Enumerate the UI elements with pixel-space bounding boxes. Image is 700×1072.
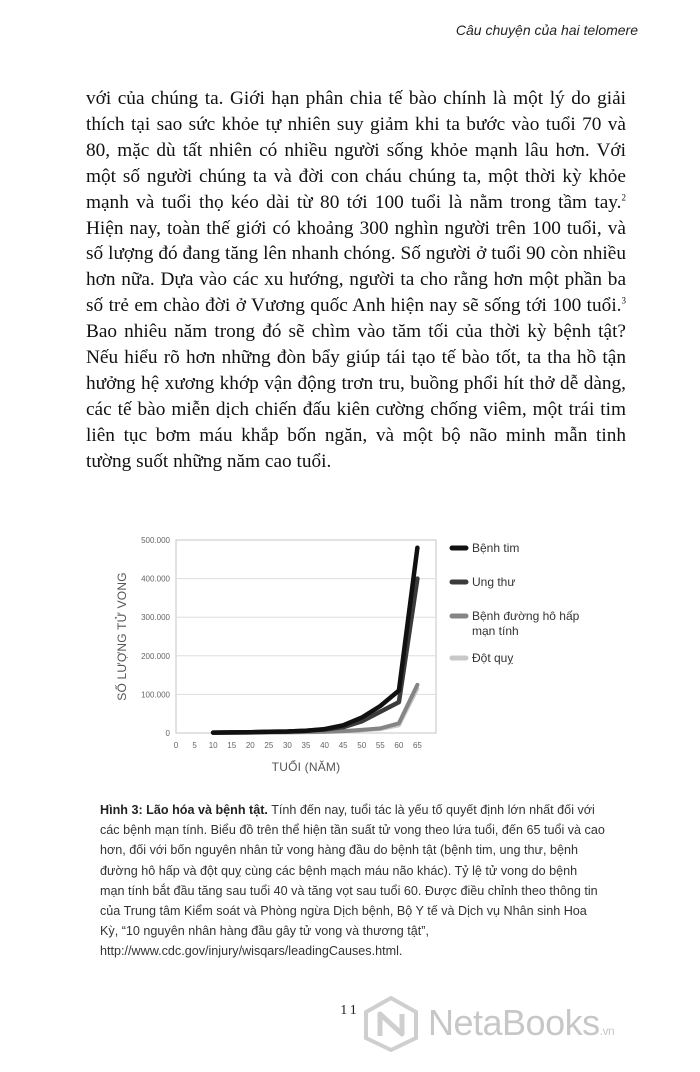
- netabooks-watermark: [362, 996, 692, 1052]
- page-number: 11: [340, 1003, 360, 1018]
- x-axis-title: TUỔI (NĂM): [271, 760, 341, 774]
- y-tick-label: 500.000: [141, 536, 170, 545]
- footnote-ref-2[interactable]: 2: [621, 192, 626, 203]
- y-tick-label: 400.000: [141, 574, 170, 584]
- x-tick-label: 5: [192, 741, 197, 750]
- footnote-ref-3[interactable]: 3: [621, 295, 626, 306]
- y-axis-title: SỐ LƯỢNG TỬ VONG: [115, 572, 129, 701]
- legend-label: Ung thư: [472, 575, 516, 589]
- watermark-text: [428, 1002, 614, 1044]
- x-tick-label: 60: [394, 741, 404, 750]
- x-tick-label: 25: [264, 741, 274, 750]
- deaths-by-age-chart: [100, 528, 620, 778]
- x-tick-label: 30: [282, 741, 292, 750]
- y-tick-label: 100.000: [141, 690, 170, 700]
- body-text-part-2: Hiện nay, toàn thế giới có khoảng 300 nghìn người trên 100 tuổi, và số lượng đó đang tăng lên nhanh chóng. Số người ở tuổi 90 còn nhiều hơn nữa. Dựa vào các xu hướng, người ta cho rằng hơn một phần ba số trẻ em chào đời ở Vương quốc Anh hiện nay sẽ sống tới 100 tuổi.: [86, 217, 626, 317]
- legend-label: Bệnh đường hô hấp: [472, 609, 580, 623]
- y-tick-label: 0: [165, 729, 170, 738]
- x-tick-label: 40: [320, 741, 330, 750]
- x-tick-label: 45: [338, 741, 348, 750]
- body-paragraph: [86, 86, 626, 475]
- body-text-part-3: Bao nhiêu năm trong đó sẽ chìm vào tăm tối của thời kỳ bệnh tật? Nếu hiểu rõ hơn những đòn bẩy giúp tái tạo tế bào tốt, ta tha hồ tận hưởng hệ xương khớp vận động trơn tru, buồng phổi hít thở dễ dàng, các tế bào miễn dịch chiến đấu kiên cường chống viêm, một trái tim liên tục bơm máu khắp bốn ngăn, và một bộ não minh mẫn tinh tường suốt những năm cao tuổi.: [86, 321, 626, 472]
- netabooks-logo-icon: [362, 996, 420, 1052]
- figure-caption: [100, 800, 605, 962]
- x-tick-label: 20: [245, 741, 255, 750]
- legend-label: Đột quỵ: [472, 651, 514, 665]
- watermark-brand: NetaBooks: [428, 1002, 600, 1043]
- x-tick-label: 65: [412, 741, 422, 750]
- y-tick-label: 200.000: [141, 651, 170, 661]
- watermark-suffix: .vn: [599, 1024, 615, 1038]
- figure-chart: [100, 528, 620, 778]
- y-tick-label: 300.000: [141, 613, 170, 623]
- legend-label: Bệnh tim: [472, 541, 520, 555]
- x-tick-label: 55: [375, 741, 385, 750]
- x-tick-label: 50: [357, 741, 367, 750]
- running-header: Câu chuyện của hai telomere: [455, 22, 638, 38]
- x-tick-label: 0: [173, 741, 179, 750]
- legend-label: mạn tính: [472, 624, 519, 638]
- caption-text: Tính đến nay, tuổi tác là yếu tố quyết định lớn nhất đối với các bệnh mạn tính. Biểu đồ trên thể hiện tần suất tử vong theo lứa tuổi, đến 65 tuổi và cao hơn, đối với bốn nguyên nhân tử vong hàng đầu do bệnh tật (bệnh tim, ung thư, bệnh đường hô hấp và đột quỵ cùng các bệnh mạch máu não khác). Tỷ lệ tử vong do bệnh mạn tính bắt đầu tăng sau tuổi 40 và tăng vọt sau tuổi 60. Được điều chỉnh theo thông tin của Trung tâm Kiểm soát và Phòng ngừa Dịch bệnh, Bộ Y tế và Dịch vụ Nhân sinh Hoa Kỳ, “10 nguyên nhân hàng đầu gây tử vong và thương tật”, http://www.cdc.gov/injury/wisqars/leadingCauses.html.: [100, 803, 605, 959]
- x-tick-label: 15: [227, 741, 237, 750]
- caption-label: Hình 3: Lão hóa và bệnh tật.: [100, 803, 268, 817]
- x-tick-label: 10: [208, 741, 218, 750]
- chart-legend: [452, 541, 580, 665]
- body-text-part-1: với của chúng ta. Giới hạn phân chia tế bào chính là một lý do giải thích tại sao sức khỏe tự nhiên suy giảm khi ta bước vào tuổi 70 và 80, mặc dù tất nhiên có nhiều người sống khỏe mạnh lâu hơn. Với một số người chúng ta và đời con cháu chúng ta, một thời kỳ khỏe mạnh và tuổi thọ kéo dài từ 80 tới 100 tuổi là nằm trong tầm tay.: [86, 88, 626, 213]
- x-tick-label: 35: [301, 741, 311, 750]
